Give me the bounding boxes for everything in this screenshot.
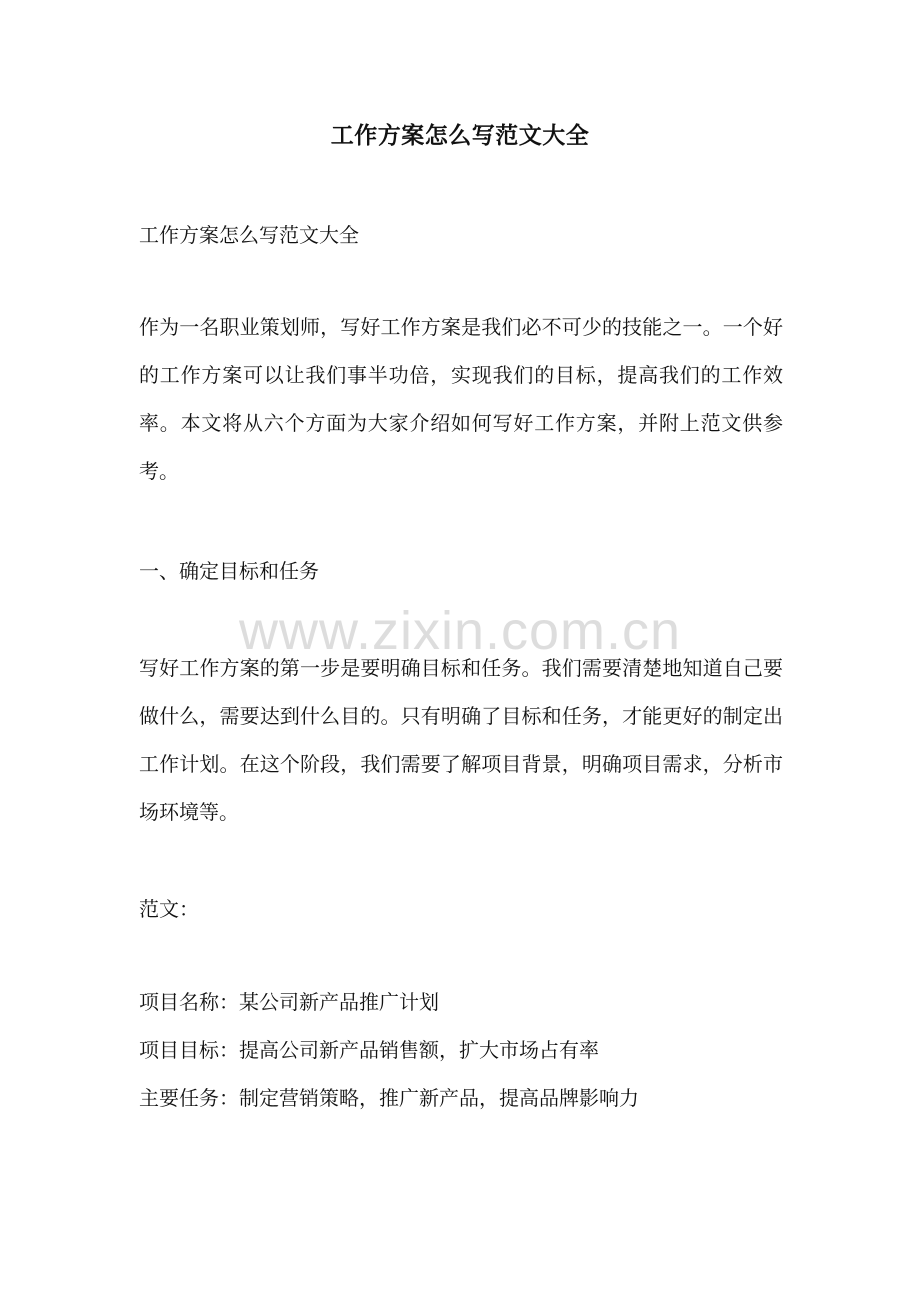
example-label: 范文： — [139, 897, 199, 921]
example-item-project-name: 项目名称：某公司新产品推广计划 — [139, 990, 439, 1014]
example-item-project-goal: 项目目标：提高公司新产品销售额，扩大市场占有率 — [139, 1038, 599, 1062]
example-list — [139, 978, 783, 1122]
example-item-main-tasks: 主要任务：制定营销策略，推广新产品，提高品牌影响力 — [139, 1086, 639, 1110]
intro-paragraph: 作为一名职业策划师，写好工作方案是我们必不可少的技能之一。一个好的工作方案可以让我们事半功倍，实现我们的目标，提高我们的工作效率。本文将从六个方面为大家介绍如何写好工作方案，并附上范文供参考。 — [139, 315, 783, 483]
watermark: www.zixin.com.cn — [238, 601, 682, 661]
section-paragraph: 写好工作方案的第一步是要明确目标和任务。我们需要清楚地知道自己要做什么，需要达到什么目的。只有明确了目标和任务，才能更好的制定出工作计划。在这个阶段，我们需要了解项目背景，明确项目需求，分析市场环境等。 — [139, 656, 783, 824]
section-heading: 一、确定目标和任务 — [139, 559, 319, 583]
document-subtitle: 工作方案怎么写范文大全 — [139, 223, 359, 247]
document-title: 工作方案怎么写范文大全 — [330, 122, 590, 149]
